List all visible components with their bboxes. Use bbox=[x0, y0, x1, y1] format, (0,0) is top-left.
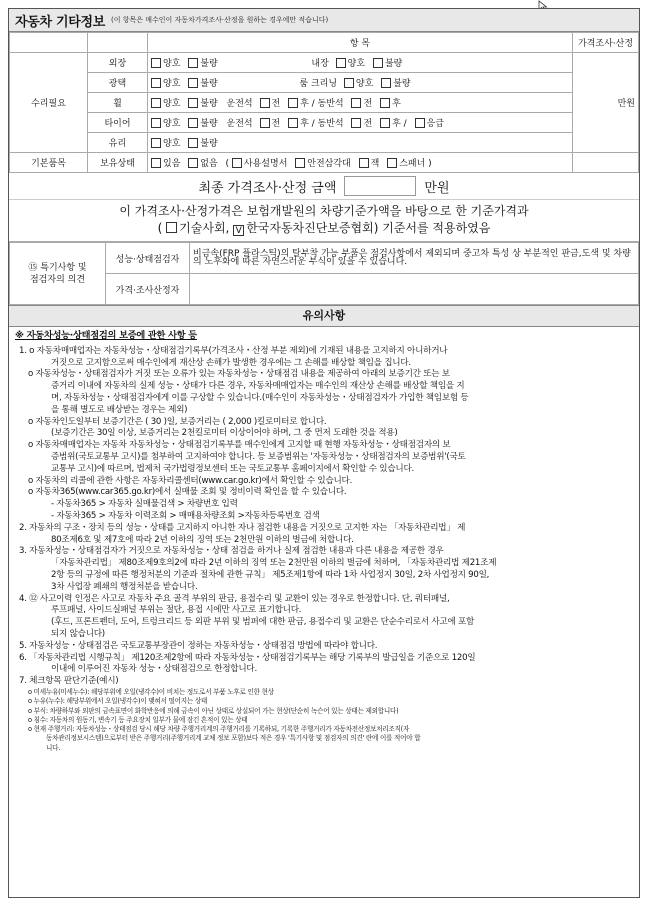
note-line: o 자동차매매업자는 자동차 자동차성능・상태점검기록부를 매수인에게 고지할 때 현행 자동차성능・상태점검자의 보 bbox=[28, 440, 451, 451]
wheel-driver-rear-checkbox[interactable] bbox=[288, 98, 298, 108]
row-basic-options: 있음 없음 ( 사용설명서 안전삼각대 잭 스패너 ) bbox=[148, 153, 573, 173]
col-price-header: 가격조사·산정 bbox=[573, 33, 639, 53]
note-line: 을 통해 별도로 배상받는 경우는 제외) bbox=[51, 404, 188, 415]
row-glass-label: 유리 bbox=[88, 133, 148, 153]
interior-label: 내장 bbox=[311, 59, 329, 69]
note-line: 이내에 이루어진 자동차 성능・상태점검으로 한정합니다. bbox=[51, 664, 257, 675]
col-item-header: 항 목 bbox=[148, 33, 573, 53]
note-line: o 부식: 차량하부와 외판의 금속표면이 화학반응에 의해 금속이 아닌 상태로 상실되어 가는 현상(단순히 녹슨어 있는 상태는 제외합니다) bbox=[28, 706, 399, 715]
final-price-input[interactable] bbox=[344, 176, 416, 196]
note-line: - 자동차365 > 자동차 실매물검색 > 차량번호 입력 bbox=[51, 499, 238, 510]
wheel-passenger-rear-checkbox[interactable] bbox=[380, 98, 390, 108]
note-line: o 자동차의 리콜에 관한 사항은 자동차리콜센터(www.car.go.kr)에서 확인할 수 있습니다. bbox=[28, 475, 353, 486]
notes-body bbox=[9, 327, 639, 756]
note-line: 3. 자동차성능・상태점검자가 거짓으로 자동차성능・상태 점검을 하거나 실제 점검한 내용과 다른 내용을 제공한 경우 bbox=[19, 546, 444, 557]
tech-society-checkbox[interactable] bbox=[166, 222, 177, 233]
notes-header: 유의사항 bbox=[9, 305, 639, 327]
glass-good-checkbox[interactable] bbox=[151, 138, 161, 148]
assoc-checkbox[interactable]: V bbox=[233, 225, 244, 236]
inspector-label: 성능·상태점검자 bbox=[106, 243, 190, 274]
note-line: 7. 체크항목 판단기준(예시) bbox=[19, 676, 119, 687]
note-line: 「자동차관리법」 제80조제9호의2에 따라 2년 이하의 징역 또는 2천만원 이하의 벌금에 처하며, 「자동차관리법 제21조제 bbox=[51, 558, 497, 569]
note-line: o 자동차성능・상태점검자가 거짓 또는 오류가 있는 자동차성능・상태점검 내용을 제공하여 아래의 보증기간 또는 보 bbox=[28, 369, 450, 380]
note-line: 2. 자동차의 구조・장치 등의 성능・상태를 고지하지 아니한 자나 점검한 내용을 거짓으로 고지한 자는 「자동차관리법」 제 bbox=[19, 522, 466, 533]
repair-needed-label: 수리필요 bbox=[10, 53, 88, 153]
row-tire-label: 타이어 bbox=[88, 113, 148, 133]
glass-bad-checkbox[interactable] bbox=[188, 138, 198, 148]
tire-bad-checkbox[interactable] bbox=[188, 118, 198, 128]
row-gloss-options: 양호 불량 룸 크리닝 양호 불량 bbox=[148, 73, 573, 93]
section-title: 자동차 기타정보 bbox=[15, 14, 106, 30]
note-line: 교통부 고시)에 따르며, 법제처 국가법령정보센터 또는 국토교통부 홈페이지에서 확인할 수 있습니다. bbox=[51, 463, 414, 474]
holding-status-label: 보유상태 bbox=[88, 153, 148, 173]
final-price-label: 최종 가격조사·산정 금액 bbox=[198, 180, 337, 196]
note-line: o 침수: 자동차의 원동기, 변속기 등 주요장치 일부가 물에 잠긴 흔적이 있는 상태 bbox=[28, 715, 248, 724]
note-line: o 현재 주행거리: 자동차성능・상태점검 당시 해당 차량 주행거리계의 주행거리를 기록하되, 기록한 주행거리가 자동차전산정보처리조직(자 bbox=[28, 725, 410, 734]
note-line: 거짓으로 고지함으로써 매수인에게 재산상 손해가 발생한 경우에는 그 손해를 배상할 책임을 집니다. bbox=[51, 357, 411, 368]
basic-have-checkbox[interactable] bbox=[151, 158, 161, 168]
manual-checkbox[interactable] bbox=[232, 158, 242, 168]
row-glass-options: 양호 불량 bbox=[148, 133, 573, 153]
note-line: 며, 자동차성능・상태점검자에게 이를 구상할 수 있습니다.(매수인이 자동차성능・상태점검자가 가입한 책임보험 등 bbox=[51, 392, 469, 403]
note-line: 되지 않습니다) bbox=[51, 628, 105, 639]
note-line: o 자동차인도일부터 보증기간은 ( 30 )일, 보증거리는 ( 2,000 )킬로미터로 합니다. bbox=[28, 416, 327, 427]
tire-driver-rear-checkbox[interactable] bbox=[288, 118, 298, 128]
wheel-driver-front-checkbox[interactable] bbox=[260, 98, 270, 108]
note-line: 5. 자동차성능・상태점검은 국토교통부장관이 정하는 자동차성능・상태점검 방법에 따라야 합니다. bbox=[19, 640, 378, 651]
note-line: 6. 「자동차관리법 시행규칙」 제120조제2항에 따라 자동차성능・상태점검기록부는 해당 기록부의 발급일을 기준으로 120일 bbox=[19, 652, 476, 663]
row-tire-options: 양호 불량 운전석 전 후 / 동반석 전 후 / 응급 bbox=[148, 113, 573, 133]
note-line: 루프패널, 사이드실패널 부위는 절단, 용접 시에만 사고로 표기합니다. bbox=[51, 605, 302, 616]
note-line: 80조제6호 및 제7호에 따라 2년 이하의 징역 또는 2천만원 이하의 벌금에 처합니다. bbox=[51, 534, 354, 545]
wheel-passenger-front-checkbox[interactable] bbox=[351, 98, 361, 108]
price-unit: 만원 bbox=[573, 53, 639, 153]
inspection-grid bbox=[9, 32, 639, 173]
tire-emergency-checkbox[interactable] bbox=[415, 118, 425, 128]
pricer-label: 가격·조사산정자 bbox=[106, 274, 190, 305]
note-line: (보증기간은 30일 이상, 보증거리는 2천킬로미터 이상이어야 하며, 그 중 먼저 도래한 것을 적용) bbox=[51, 428, 398, 439]
jack-checkbox[interactable] bbox=[359, 158, 369, 168]
tire-passenger-rear-checkbox[interactable] bbox=[380, 118, 390, 128]
interior-good-checkbox[interactable] bbox=[336, 58, 346, 68]
tire-driver-front-checkbox[interactable] bbox=[260, 118, 270, 128]
inspector-note: 비금속(FRP 플라스틱)의 탈부착 가능 부품은 점검사항에서 제외되며 중고차 특성 상 부분적인 판금,도색 및 차량의 노후화에 따른 자연스러운 부식이 있을 수 있습니다. bbox=[190, 243, 639, 274]
special-notes-table bbox=[9, 242, 639, 305]
vehicle-other-info-form bbox=[8, 8, 640, 898]
note-line: 4. ⑫ 사고이력 인정은 사고로 자동차 주요 골격 부위의 판금, 용접수리 및 교환이 있는 경우로 한정합니다. 단, 쿼터패널, bbox=[19, 593, 450, 604]
pricer-opinion-field[interactable] bbox=[190, 274, 639, 305]
room-cleaning-bad-checkbox[interactable] bbox=[381, 78, 391, 88]
note-line: 니다. bbox=[46, 743, 61, 752]
note-line: o 미세누유(미세누수): 해당부위에 오일(냉각수)이 비치는 정도로서 부품 노후로 인한 현상 bbox=[28, 687, 274, 696]
notes-section-title: ※ 자동차성능·상태점검의 보증에 관한 사항 등 bbox=[15, 330, 197, 341]
note-line: 증거리 이내에 자동차의 실제 성능・상태가 다른 경우, 자동차매매업자는 매수인의 재산상 손해를 배상할 책임을 지 bbox=[51, 381, 465, 392]
wheel-bad-checkbox[interactable] bbox=[188, 98, 198, 108]
exterior-bad-checkbox[interactable] bbox=[188, 58, 198, 68]
gloss-bad-checkbox[interactable] bbox=[188, 78, 198, 88]
note-line: 동차관리정보시스템)으로부터 받은 주행거리(주행거리계 교체 정보 포함)보다 적은 경우 '특기사항 및 점검자의 의견' 란에 이를 적어야 합 bbox=[46, 734, 421, 743]
row-gloss-label: 광택 bbox=[88, 73, 148, 93]
note-line: 2항 등의 규정에 따른 행정처분의 기준과 절차에 관한 규칙」 제5조제1항에 따라 1차 사업정지 30일, 2차 사업정지 90일, bbox=[51, 569, 490, 580]
note-line: o 자동차365(www.car365.go.kr)에서 실매물 조회 및 정비이력 확인을 할 수 있습니다. bbox=[28, 487, 347, 498]
row-wheel-options: 양호 불량 운전석 전 후 / 동반석 전 후 bbox=[148, 93, 573, 113]
room-cleaning-label: 룸 크리닝 bbox=[299, 79, 338, 89]
interior-bad-checkbox[interactable] bbox=[373, 58, 383, 68]
final-price-unit: 만원 bbox=[424, 180, 450, 196]
basic-items-label: 기본품목 bbox=[10, 153, 88, 173]
basic-none-checkbox[interactable] bbox=[188, 158, 198, 168]
note-line: 3차 사업장 폐쇄의 행정처분을 받습니다. bbox=[51, 581, 198, 592]
row-wheel-label: 휠 bbox=[88, 93, 148, 113]
row-exterior-label: 외장 bbox=[88, 53, 148, 73]
final-price-row bbox=[9, 173, 639, 200]
special-notes-label: ⑮ 특기사항 및 점검자의 의견 bbox=[10, 243, 106, 305]
note-line: 증범위(국토교통부 고시)를 첨부하여 고지하여야 합니다. 등 보증범위는 '자동차성능・상태점검자의 보증범위'(국토 bbox=[51, 451, 466, 462]
tire-passenger-front-checkbox[interactable] bbox=[351, 118, 361, 128]
section-header bbox=[9, 9, 639, 32]
note-line: o 누유(누수): 해당부위에서 오일(냉각수)이 맺혀서 떨어지는 상태 bbox=[28, 697, 208, 706]
spanner-checkbox[interactable] bbox=[387, 158, 397, 168]
gloss-good-checkbox[interactable] bbox=[151, 78, 161, 88]
note-line: 1. o 자동차매매업자는 자동차성능・상태점검기록부(가격조사・산정 부분 제외)에 기재된 내용을 고지하지 아니하거나 bbox=[19, 345, 448, 356]
note-line: (후드, 프론트펜더, 도어, 트렁크리드 등 외판 부위 및 범퍼에 대한 판금, 용접수리 및 교환은 단순수리로서 사고에 포함 bbox=[51, 617, 475, 628]
notes-lines bbox=[15, 346, 633, 753]
room-cleaning-good-checkbox[interactable] bbox=[344, 78, 354, 88]
wheel-good-checkbox[interactable] bbox=[151, 98, 161, 108]
row-exterior-options: 양호 불량 내장 양호 불량 bbox=[148, 53, 573, 73]
exterior-good-checkbox[interactable] bbox=[151, 58, 161, 68]
triangle-checkbox[interactable] bbox=[295, 158, 305, 168]
tire-good-checkbox[interactable] bbox=[151, 118, 161, 128]
note-line: - 자동차365 > 자동차 이력조회 > 매매용차량조회 >자동차등록번호 검색 bbox=[51, 510, 320, 521]
section-subtitle: (이 항목은 매수인이 자동차가격조사·산정을 원하는 경우에만 적습니다) bbox=[111, 16, 329, 24]
price-basis-statement: 이 가격조사·산정가격은 보험개발원의 차량기준가액을 바탕으로 한 기준가격과 ( 기술사회, V 한국자동차진단보증협회) 기준서를 적용하였음 bbox=[9, 200, 639, 242]
